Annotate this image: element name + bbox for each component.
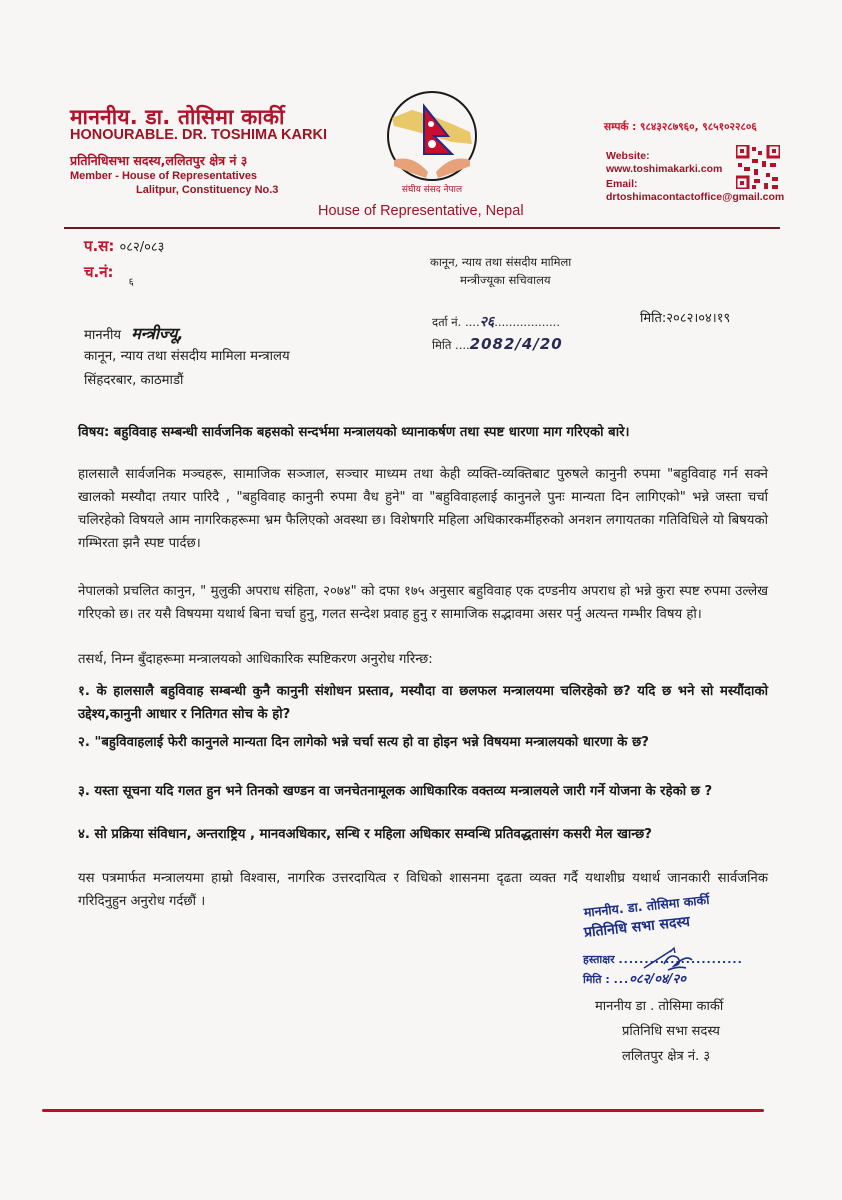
body-paragraph-3: तसर्थ, निम्न बुँदाहरूमा मन्त्रालयको आधिकारिक स्पष्टिकरण अनुरोध गरिन्छ: (78, 652, 433, 667)
patra-sankhya (84, 236, 164, 256)
stamp-miti-value: 2082/4/20 (469, 335, 563, 353)
handwritten-signature-icon (642, 944, 702, 972)
contact-phones (604, 120, 757, 134)
website-link[interactable]: www.toshimakarki.com (606, 163, 723, 175)
subject-line: विषय: बहुविवाह सम्बन्धी सार्वजनिक बहसको सन्दर्भमा मन्त्रालयको ध्यानाकर्षण तथा स्पष्ट धारणा माग गरिएको बारे। (78, 425, 630, 440)
signatory-name: माननीय डा . तोसिमा कार्की (595, 999, 724, 1014)
contact-label: सम्पर्क : (604, 121, 637, 133)
logo-caption: संघीय संसद नेपाल (401, 185, 463, 195)
website-label: Website: (606, 150, 650, 162)
house-title: House of Representative, Nepal (318, 203, 524, 219)
stamp-darta: दर्ता नं. ....२६.................. (432, 314, 560, 330)
question-1: १. के हालसालै बहुविवाह सम्बन्धी कुनै कानुनी संशोधन प्रस्ताव, मस्यौदा वा छलफल मन्त्रालयमा चलिरहेको छ? यदि छ भने सो मस्यौंदाको उद्देश्य,कानुनी आधार र नितिगत सोच के हो? (78, 684, 768, 722)
stamp-line2: मन्त्रीज्यूका सचिवालय (460, 273, 551, 287)
stamp-line1: कानून, न्याय तथा संसदीय मामिला (430, 255, 572, 269)
header-divider (64, 227, 780, 229)
addressee-line2: कानून, न्याय तथा संसदीय मामिला मन्त्रालय (84, 349, 290, 364)
addressee-prefix: माननीय (84, 328, 122, 343)
cn-label: च.नं: (84, 263, 114, 281)
letter-date: मिति:२०८२।०४।१९ (640, 311, 731, 326)
addressee-line3: सिंहदरबार, काठमाडौं (84, 373, 184, 388)
body-paragraph-1: हालसालै सार्वजनिक मञ्चहरू, सामाजिक सञ्जाल, सञ्चार माध्यम तथा केही व्यक्ति-व्यक्तिबाट पुरुषले कानुनी रुपमा "बहुविवाह गर्न सक्ने खालको मस्यौदा तयार पारिदै , "बहुविवाह कानुनी रुपमा वैध हुने" वा "बहुविवाहलाई कानुनले पुनः मान्यता दिन लागिएको" भन्ने जस्ता चर्चा चलिरहेको विषयले आम नागरिकहरूमा भ्रम फैलिएको अवस्था छ। विशेषगरि महिला अधिकारकर्मीहरुको अनशन लगायतका गतिविधिले यो बिषयको गम्भिरता झनै स्पष्ट पार्दछ। (78, 467, 768, 551)
seal-signature-row: हस्ताक्षर ........................ (583, 953, 743, 966)
contact-phone-numbers: ९८४३२८७९६०, ९८५१०२२८०६ (640, 121, 757, 133)
stamp-miti-label: मिति (432, 338, 452, 352)
seal-name: माननीय. डा. तोसिमा कार्की (583, 891, 710, 920)
addressee-handwritten: मन्त्रीज्यू, (131, 324, 184, 343)
addressee-line1 (84, 322, 183, 344)
stamp-miti: मिति ....2082/4/20 (432, 335, 563, 353)
question-3: ३. यस्ता सूचना यदि गलत हुन भने तिनको खण्डन वा जनचेतनामूलक आधिकारिक वक्तव्य मन्त्रालयले जारी गर्ने योजना के रहेको छ ? (78, 784, 713, 799)
ps-value: ०८२/०८३ (119, 240, 165, 255)
parliament-logo-icon (382, 88, 482, 198)
cn-value: ६ (128, 277, 134, 288)
signatory-constituency: ललितपुर क्षेत्र नं. ३ (622, 1049, 711, 1064)
seal-date-value: ०८२/०४/२० (629, 972, 686, 987)
letterhead-role-nepali: प्रतिनिधिसभा सदस्य,ललितपुर क्षेत्र नं ३ (70, 153, 248, 168)
seal-role: प्रतिनिधि सभा सदस्य (583, 913, 691, 941)
signatory-role: प्रतिनिधि सभा सदस्य (622, 1024, 720, 1039)
darta-label: दर्ता नं. (432, 315, 462, 329)
email-link[interactable]: drtoshimacontactoffice@gmail.com (606, 191, 785, 203)
seal-date-row: मिति : ...०८२/०४/२० (583, 972, 686, 987)
letterhead-name-english: HONOURABLE. DR. TOSHIMA KARKI (70, 127, 327, 143)
question-2: २. "बहुविवाहलाई फेरी कानुनले मान्यता दिन लागेको भन्ने चर्चा सत्य हो वा होइन भन्ने विषयमा मन्त्रालयको धारणा के छ? (78, 735, 649, 750)
body-paragraph-closing: यस पत्रमार्फत मन्त्रालयमा हाम्रो विश्वास, नागरिक उत्तरदायित्व र विधिको शासनमा दृढता व्यक्त गर्दै यथाशीघ्र यथार्थ जानकारी सार्वजनिक गरिदिनुहुन अनुरोध गर्दछौं । (78, 871, 768, 909)
letterhead-role-english: Member - House of Representatives (70, 170, 258, 182)
letterhead-constituency-english: Lalitpur, Constituency No.3 (136, 184, 279, 196)
darta-value: २६ (479, 314, 495, 330)
seal-sign-label: हस्ताक्षर (583, 953, 615, 966)
footer-divider (42, 1109, 764, 1112)
body-paragraph-2: नेपालको प्रचलित कानुन, " मुलुकी अपराध संहिता, २०७४" को दफा १७५ अनुसार बहुविवाह एक दण्डनीय अपराध हो भन्ने कुरा स्पष्ट रुपमा उल्लेख गरिएको छ। तर यसै विषयमा यथार्थ बिना चर्चा हुनु, गलत सन्देश प्रवाह हुनु र सामाजिक सद्भावमा असर पर्नु अत्यन्त गम्भीर विषय हो। (78, 584, 768, 622)
chalani-number (84, 262, 134, 288)
ps-label: प.स: (84, 237, 115, 255)
seal-date-label: मिति : (583, 973, 610, 986)
qr-code-icon (736, 145, 780, 189)
question-4: ४. सो प्रक्रिया संविधान, अन्तराष्ट्रिय , मानवअधिकार, सन्धि र महिला अधिकार सम्वन्धि प्रतिवद्धतासंग कसरी मेल खान्छ? (78, 827, 652, 842)
email-label: Email: (606, 178, 638, 190)
letterhead-name-nepali: माननीय. डा. तोसिमा कार्की (70, 105, 285, 129)
